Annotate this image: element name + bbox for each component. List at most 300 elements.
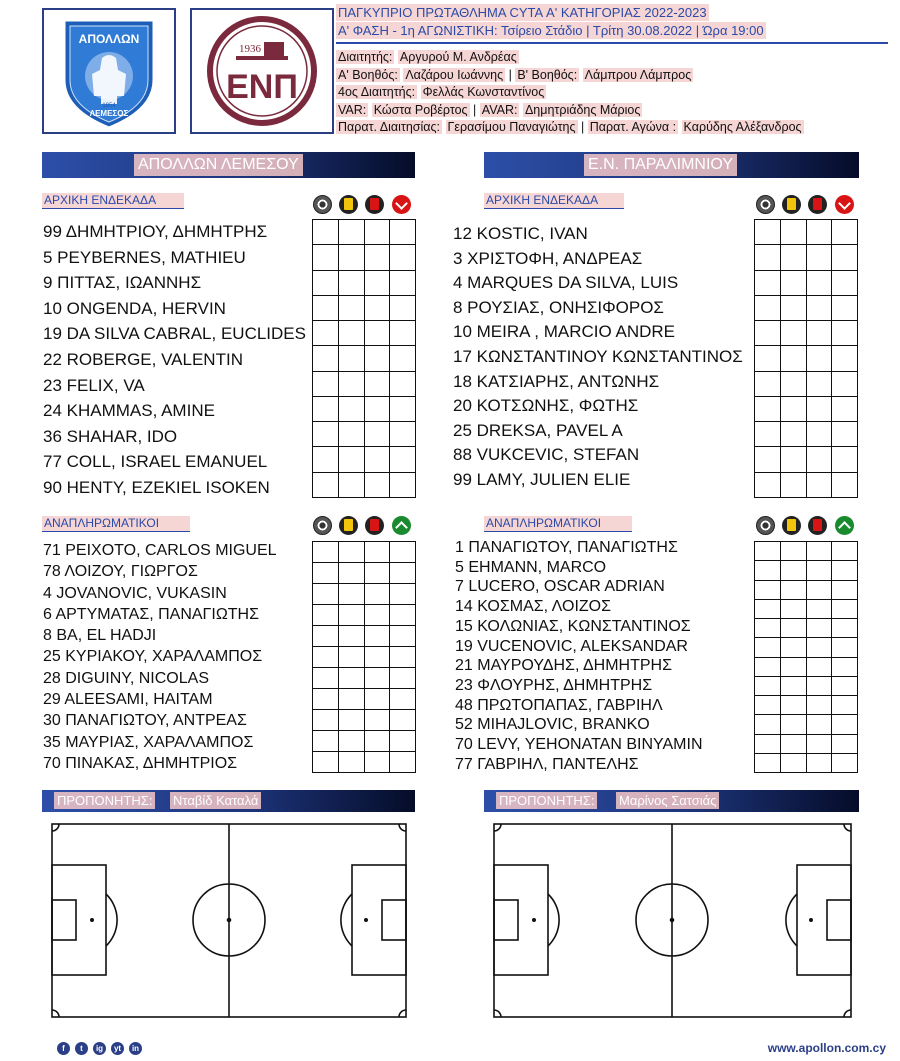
- stat-cell: [313, 346, 339, 371]
- stat-cell: [313, 422, 339, 447]
- stat-cell: [338, 668, 364, 689]
- stat-cell: [755, 371, 781, 396]
- stat-cell: [780, 447, 806, 472]
- stat-cell: [832, 638, 858, 657]
- stat-cell: [806, 599, 832, 618]
- yellow-card-icon: [782, 195, 801, 214]
- stat-cell: [338, 295, 364, 320]
- stat-cell: [780, 396, 806, 421]
- stat-cell: [313, 472, 339, 497]
- stat-cell: [364, 472, 390, 497]
- stat-grid-row: [755, 696, 858, 715]
- stat-cell: [390, 346, 416, 371]
- stat-cell: [832, 396, 858, 421]
- home-logo-frame: [42, 8, 176, 134]
- player-row: 8 BA, EL HADJI: [43, 627, 157, 645]
- stat-cell: [755, 396, 781, 421]
- stat-cell: [364, 422, 390, 447]
- stat-cell: [832, 220, 858, 245]
- stat-cell: [832, 599, 858, 618]
- stat-cell: [806, 638, 832, 657]
- stat-cell: [832, 472, 858, 497]
- ball-icon: [756, 516, 775, 535]
- stat-cell: [338, 626, 364, 647]
- stat-cell: [390, 220, 416, 245]
- stat-cell: [338, 422, 364, 447]
- stat-grid-row: [313, 710, 416, 731]
- red-card-icon: [808, 195, 827, 214]
- away-logo-year: 1936: [239, 43, 261, 55]
- stat-cell: [806, 245, 832, 270]
- home-starting-label: ΑΡΧΙΚΗ ΕΝΔΕΚΑΔΑ: [42, 193, 184, 209]
- stat-cell: [780, 270, 806, 295]
- player-row: 29 ALEESAMI, HAITAM: [43, 691, 213, 709]
- player-row: 21 ΜΑΥΡΟΥΔΗΣ, ΔΗΜΗΤΡΗΣ: [455, 657, 672, 675]
- stat-cell: [338, 220, 364, 245]
- away-coach-bar: [484, 790, 859, 812]
- player-row: 77 COLL, ISRAEL EMANUEL: [43, 452, 268, 472]
- stat-cell: [806, 396, 832, 421]
- sub-in-icon: [835, 516, 854, 535]
- referee-name: Αργυρού Μ. Ανδρέας: [399, 50, 517, 64]
- stat-grid-row: [755, 657, 858, 676]
- stat-cell: [338, 321, 364, 346]
- stat-cell: [364, 245, 390, 270]
- stat-cell: [313, 321, 339, 346]
- stat-cell: [806, 580, 832, 599]
- stat-cell: [780, 638, 806, 657]
- twitter-icon[interactable]: t: [75, 1042, 88, 1055]
- stat-cell: [806, 295, 832, 320]
- player-row: 8 ΡΟΥΣΙΑΣ, ΟΝΗΣΙΦΟΡΟΣ: [453, 297, 664, 317]
- stat-cell: [780, 422, 806, 447]
- stat-cell: [313, 731, 339, 752]
- home-starting-list: [43, 219, 306, 501]
- stat-cell: [755, 580, 781, 599]
- player-row: 48 ΠΡΩΤΟΠΑΠΑΣ, ΓΑΒΡΙΗΛ: [455, 696, 663, 714]
- stat-cell: [780, 715, 806, 734]
- stat-cell: [806, 270, 832, 295]
- stat-cell: [313, 668, 339, 689]
- stat-cell: [755, 472, 781, 497]
- stat-cell: [780, 542, 806, 561]
- stat-cell: [313, 220, 339, 245]
- player-row: 22 ROBERGE, VALENTIN: [43, 349, 243, 369]
- stat-cell: [313, 752, 339, 773]
- stat-cell: [390, 710, 416, 731]
- header-divider: [336, 42, 888, 44]
- stat-cell: [364, 563, 390, 584]
- player-row: 3 ΧΡΙΣΤΟΦΗ, ΑΝΔΡΕΑΣ: [453, 248, 643, 268]
- stat-cell: [832, 676, 858, 695]
- stat-cell: [755, 245, 781, 270]
- stat-cell: [338, 647, 364, 668]
- stat-cell: [338, 245, 364, 270]
- stat-grid-row: [755, 371, 858, 396]
- stat-grid-row: [755, 580, 858, 599]
- stat-cell: [780, 321, 806, 346]
- yellow-card-icon: [339, 516, 358, 535]
- player-row: 71 PEIXOTO, CARLOS MIGUEL: [43, 542, 277, 559]
- stat-cell: [338, 371, 364, 396]
- stat-cell: [364, 605, 390, 626]
- stat-cell: [832, 715, 858, 734]
- stat-cell: [364, 321, 390, 346]
- player-row: 19 DA SILVA CABRAL, EUCLIDES: [43, 324, 306, 344]
- stat-cell: [755, 321, 781, 346]
- stat-cell: [755, 270, 781, 295]
- stat-cell: [806, 696, 832, 715]
- player-row: 88 VUKCEVIC, STEFAN: [453, 445, 640, 465]
- away-subs-list: [455, 538, 703, 774]
- instagram-icon[interactable]: ig: [93, 1042, 106, 1055]
- stat-grid-row: [755, 619, 858, 638]
- stat-cell: [364, 447, 390, 472]
- stat-cell: [338, 542, 364, 563]
- stat-grid-row: [313, 689, 416, 710]
- stat-cell: [780, 561, 806, 580]
- player-row: 18 ΚΑΤΣΙΑΡΗΣ, ΑΝΤΩΝΗΣ: [453, 371, 660, 391]
- stat-grid-row: [313, 346, 416, 371]
- stat-cell: [390, 447, 416, 472]
- stat-cell: [338, 346, 364, 371]
- stat-cell: [338, 472, 364, 497]
- stat-cell: [832, 371, 858, 396]
- stat-cell: [313, 371, 339, 396]
- away-logo-text: ΕΝΠ: [226, 68, 298, 106]
- stat-cell: [390, 668, 416, 689]
- stat-grid-row: [313, 371, 416, 396]
- player-row: 17 ΚΩΝΣΤΑΝΤΙΝΟΥ ΚΩΝΣΤΑΝΤΙΝΟΣ: [453, 346, 743, 366]
- stat-cell: [364, 270, 390, 295]
- stat-cell: [780, 580, 806, 599]
- stat-grid-row: [313, 447, 416, 472]
- stat-cell: [832, 696, 858, 715]
- player-row: 23 FELIX, VA: [43, 375, 145, 395]
- enp-crest-logo: [192, 10, 332, 132]
- home-coach-bar: [42, 790, 415, 812]
- player-row: 7 LUCERO, OSCAR ADRIAN: [455, 578, 665, 596]
- stat-cell: [780, 676, 806, 695]
- stat-grid-row: [755, 542, 858, 561]
- stat-grid-row: [755, 734, 858, 753]
- player-row: 99 ΔΗΜΗΤΡΙΟΥ, ΔΗΜΗΤΡΗΣ: [43, 222, 268, 241]
- stat-cell: [364, 626, 390, 647]
- player-row: 77 ΓΑΒΡΙΗΛ, ΠΑΝΤΕΛΗΣ: [455, 755, 639, 773]
- stat-cell: [755, 220, 781, 245]
- stat-cell: [364, 647, 390, 668]
- stat-cell: [832, 245, 858, 270]
- stat-cell: [806, 561, 832, 580]
- stat-grid-row: [755, 270, 858, 295]
- stat-cell: [755, 447, 781, 472]
- stat-grid-row: [755, 447, 858, 472]
- stat-grid-row: [755, 346, 858, 371]
- player-row: 70 LEVY, YEHONATAN BINYAMIN: [455, 736, 703, 754]
- home-pitch-diagram: [36, 818, 411, 1022]
- player-row: 1 ΠΑΝΑΓΙΩΤΟΥ, ΠΑΝΑΓΙΩΤΗΣ: [455, 539, 678, 556]
- stat-cell: [364, 396, 390, 421]
- official-row: Διαιτητής: Αργυρού Μ. Ανδρέας: [338, 50, 517, 64]
- away-team-bar: [484, 152, 859, 178]
- away-team-name: Ε.Ν. ΠΑΡΑΛΙΜΝΙΟΥ: [584, 154, 737, 176]
- stat-cell: [832, 619, 858, 638]
- player-row: 35 ΜΑΥΡΙΑΣ, ΧΑΡΑΛΑΜΠΟΣ: [43, 733, 254, 751]
- away-pitch-diagram: [478, 818, 858, 1022]
- player-row: 14 ΚΟΣΜΑΣ, ΛΟΙΖΟΣ: [455, 598, 612, 616]
- stat-grid-row: [755, 472, 858, 497]
- home-subs-list: [43, 540, 277, 774]
- stat-cell: [780, 619, 806, 638]
- red-card-icon: [808, 516, 827, 535]
- stat-cell: [806, 619, 832, 638]
- stat-grid-row: [313, 752, 416, 773]
- stat-grid-row: [755, 753, 858, 772]
- stat-cell: [313, 270, 339, 295]
- stat-cell: [755, 734, 781, 753]
- stat-grid-row: [313, 245, 416, 270]
- stat-cell: [313, 245, 339, 270]
- stat-grid-row: [755, 396, 858, 421]
- stat-cell: [364, 295, 390, 320]
- stat-cell: [390, 605, 416, 626]
- stat-cell: [364, 346, 390, 371]
- home-coach-label: ΠΡΟΠΟΝΗΤΗΣ:: [54, 792, 155, 809]
- player-row: 99 LAMY, JULIEN ELIE: [453, 469, 631, 489]
- home-coach-name: Νταβίδ Καταλά: [170, 792, 261, 809]
- stat-cell: [338, 710, 364, 731]
- stat-cell: [755, 619, 781, 638]
- stat-cell: [390, 752, 416, 773]
- stat-cell: [390, 584, 416, 605]
- stat-cell: [755, 542, 781, 561]
- stat-cell: [390, 295, 416, 320]
- stat-cell: [755, 638, 781, 657]
- official-row: Α' Βοηθός: Λαζάρου Ιωάννης | Β' Βοηθός: Λάμπρου Λάμπρος: [338, 67, 692, 82]
- ball-icon: [313, 516, 332, 535]
- match-header: [336, 4, 888, 137]
- stat-cell: [338, 563, 364, 584]
- player-row: 20 ΚΟΤΣΩΝΗΣ, ΦΩΤΗΣ: [453, 396, 639, 416]
- stat-cell: [313, 542, 339, 563]
- stat-cell: [780, 599, 806, 618]
- away-starting-list: [453, 222, 743, 493]
- stat-cell: [313, 295, 339, 320]
- player-row: 5 EHMANN, MARCO: [455, 558, 607, 576]
- youtube-icon[interactable]: yt: [111, 1042, 124, 1055]
- away-subs-label: ΑΝΑΠΛΗΡΩΜΑΤΙΚΟΙ: [484, 516, 632, 532]
- stat-cell: [832, 295, 858, 320]
- stat-cell: [390, 422, 416, 447]
- stat-grid-row: [313, 472, 416, 497]
- apollon-crest-logo: [44, 10, 174, 132]
- stat-cell: [390, 626, 416, 647]
- stat-cell: [313, 626, 339, 647]
- home-starting-grid: [312, 219, 416, 498]
- stat-grid-row: [755, 220, 858, 245]
- stat-cell: [313, 563, 339, 584]
- home-subs-label: ΑΝΑΠΛΗΡΩΜΑΤΙΚΟΙ: [42, 516, 190, 532]
- yellow-card-icon: [339, 195, 358, 214]
- website-link[interactable]: www.apollon.com.cy: [767, 1041, 886, 1055]
- away-logo-frame: [190, 8, 334, 134]
- stat-cell: [364, 371, 390, 396]
- stat-cell: [390, 563, 416, 584]
- stat-grid-row: [755, 676, 858, 695]
- stat-cell: [832, 753, 858, 772]
- stat-cell: [806, 657, 832, 676]
- stat-cell: [755, 295, 781, 320]
- player-row: 70 ΠΙΝΑΚΑΣ, ΔΗΜΗΤΡΙΟΣ: [43, 754, 238, 772]
- red-card-icon: [365, 195, 384, 214]
- stat-grid-row: [755, 561, 858, 580]
- stat-cell: [780, 245, 806, 270]
- stat-cell: [338, 270, 364, 295]
- player-row: 23 ΦΛΟΥΡΗΣ, ΔΗΜΗΤΡΗΣ: [455, 676, 653, 694]
- stat-cell: [390, 689, 416, 710]
- sub-out-icon: [392, 195, 411, 214]
- facebook-icon[interactable]: f: [57, 1042, 70, 1055]
- stat-cell: [806, 422, 832, 447]
- stat-cell: [806, 321, 832, 346]
- stat-grid-row: [755, 599, 858, 618]
- stat-cell: [832, 734, 858, 753]
- stat-cell: [390, 371, 416, 396]
- stat-cell: [806, 346, 832, 371]
- stat-cell: [390, 270, 416, 295]
- stat-cell: [364, 542, 390, 563]
- stat-grid-row: [755, 245, 858, 270]
- stat-cell: [780, 220, 806, 245]
- stat-grid-row: [313, 321, 416, 346]
- stat-grid-row: [755, 321, 858, 346]
- stat-cell: [313, 605, 339, 626]
- stat-cell: [832, 542, 858, 561]
- stat-cell: [364, 710, 390, 731]
- stat-cell: [806, 472, 832, 497]
- stat-cell: [806, 220, 832, 245]
- stat-cell: [755, 676, 781, 695]
- stat-cell: [755, 696, 781, 715]
- linkedin-icon[interactable]: in: [129, 1042, 142, 1055]
- player-row: 10 MEIRA , MARCIO ANDRE: [453, 322, 675, 342]
- away-starting-grid: [754, 219, 858, 498]
- match-info: Α' ΦΑΣΗ - 1η ΑΓΩΝΙΣΤΙΚΗ: Τσίρειο Στάδιο | Τρίτη 30.08.2022 | Ώρα 19:00: [338, 23, 764, 38]
- stat-cell: [832, 657, 858, 676]
- stat-cell: [313, 710, 339, 731]
- away-starting-label: ΑΡΧΙΚΗ ΕΝΔΕΚΑΔΑ: [484, 193, 624, 209]
- home-logo-sub: ΛΕΜΕΣΟΣ: [89, 109, 129, 118]
- stat-cell: [755, 657, 781, 676]
- stat-cell: [364, 752, 390, 773]
- stat-cell: [338, 447, 364, 472]
- official-row: Παρατ. Διαιτησίας: Γερασίμου Παναγιώτης | Παρατ. Αγώνα : Καρύδης Αλέξανδρος: [338, 120, 802, 135]
- player-row: 24 KHAMMAS, AMINE: [43, 401, 215, 421]
- stat-cell: [390, 542, 416, 563]
- stat-cell: [313, 584, 339, 605]
- player-row: 28 DIGUINY, NICOLAS: [43, 669, 209, 687]
- player-row: 9 ΠΙΤΤΑΣ, ΙΩΑΝΝΗΣ: [43, 273, 202, 293]
- stat-grid-row: [313, 668, 416, 689]
- stat-cell: [338, 752, 364, 773]
- stat-grid-row: [313, 422, 416, 447]
- official-row: 4ος Διαιτητής: Φελλάς Κωνσταντίνος: [338, 85, 545, 100]
- stat-grid-row: [755, 638, 858, 657]
- stat-grid-row: [313, 584, 416, 605]
- stat-cell: [780, 371, 806, 396]
- home-team-name: ΑΠΟΛΛΩΝ ΛΕΜΕΣΟΥ: [134, 154, 303, 176]
- away-coach-name: Μαρίνος Σατσιάς: [616, 792, 719, 809]
- stat-cell: [780, 346, 806, 371]
- stat-cell: [780, 696, 806, 715]
- stat-cell: [313, 447, 339, 472]
- stat-grid-row: [313, 270, 416, 295]
- player-row: 78 ΛΟΙΖΟΥ, ΓΙΩΡΓΟΣ: [43, 563, 198, 581]
- player-row: 4 MARQUES DA SILVA, LUIS: [453, 273, 679, 293]
- stat-cell: [806, 542, 832, 561]
- competition-title: ΠΑΓΚΥΠΡΙΟ ΠΡΩΤΑΘΛΗΜΑ CYTA Α' ΚΑΤΗΓΟΡΙΑΣ 2022-2023: [338, 5, 707, 20]
- player-row: 25 DREKSA, PAVEL A: [453, 420, 623, 440]
- stat-cell: [338, 605, 364, 626]
- stat-cell: [338, 689, 364, 710]
- official-row: VAR: Κώστα Ροβέρτος | AVAR: Δημητριάδης Μάριος: [338, 102, 641, 117]
- stat-grid-row: [313, 295, 416, 320]
- stat-cell: [780, 472, 806, 497]
- player-row: 30 ΠΑΝΑΓΙΩΤΟΥ, ΑΝΤΡΕΑΣ: [43, 712, 247, 730]
- player-row: 5 PEYBERNES, MATHIEU: [43, 247, 246, 267]
- stat-cell: [780, 657, 806, 676]
- stat-cell: [780, 753, 806, 772]
- stat-cell: [832, 422, 858, 447]
- stat-cell: [755, 715, 781, 734]
- ball-icon: [756, 195, 775, 214]
- stat-cell: [390, 731, 416, 752]
- stat-cell: [780, 734, 806, 753]
- stat-cell: [832, 346, 858, 371]
- stat-grid-row: [755, 422, 858, 447]
- stat-cell: [338, 731, 364, 752]
- stat-cell: [390, 396, 416, 421]
- player-row: 15 ΚΟΛΩΝΙΑΣ, ΚΩΝΣΤΑΝΤΙΝΟΣ: [455, 617, 691, 635]
- player-row: 4 JOVANOVIC, VUKASIN: [43, 584, 227, 602]
- stat-cell: [780, 295, 806, 320]
- stat-cell: [755, 753, 781, 772]
- stat-cell: [364, 689, 390, 710]
- player-row: 25 ΚΥΡΙΑΚΟΥ, ΧΑΡΑΛΑΜΠΟΣ: [43, 648, 263, 666]
- stat-cell: [338, 396, 364, 421]
- stat-cell: [806, 676, 832, 695]
- stat-cell: [313, 396, 339, 421]
- stat-cell: [832, 580, 858, 599]
- stat-grid-row: [755, 295, 858, 320]
- stat-cell: [390, 321, 416, 346]
- player-row: 12 KOSTIC, IVAN: [453, 224, 588, 243]
- stat-cell: [755, 561, 781, 580]
- player-row: 6 ΑΡΤΥΜΑΤΑΣ, ΠΑΝΑΓΙΩΤΗΣ: [43, 605, 259, 623]
- stat-grid-row: [313, 563, 416, 584]
- home-team-bar: [42, 152, 415, 178]
- stat-grid-row: [755, 715, 858, 734]
- stat-cell: [364, 731, 390, 752]
- stat-cell: [755, 422, 781, 447]
- player-row: 90 HENTY, EZEKIEL ISOKEN: [43, 477, 270, 497]
- ball-icon: [313, 195, 332, 214]
- stat-cell: [364, 668, 390, 689]
- stat-cell: [832, 447, 858, 472]
- stat-cell: [806, 734, 832, 753]
- sub-in-icon: [392, 516, 411, 535]
- player-row: 36 SHAHAR, IDO: [43, 426, 178, 446]
